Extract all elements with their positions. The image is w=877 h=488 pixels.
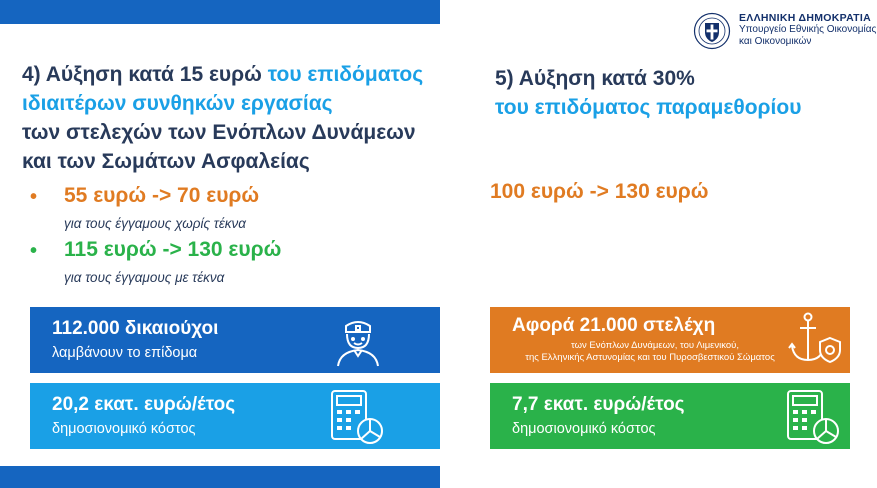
left-heading [22,60,423,176]
cost-left-subtitle: δημοσιονομικό κόστος [52,421,196,437]
right-heading-line2: του επιδόματος παραμεθορίου [495,96,802,119]
border-allowance-value: 100 ευρώ -> 130 ευρώ [490,180,709,203]
beneficiaries-subtitle: λαμβάνουν το επίδομα [52,345,198,361]
left-heading-highlight1: του επιδόματος [267,63,424,86]
bottom-accent-bar [0,466,440,488]
bullet-value-2: 115 ευρώ -> 130 ευρώ [64,238,282,261]
left-heading-line3: των στελεχών των Ενόπλων Δυνάμεων [22,121,416,144]
beneficiaries-box [30,307,440,373]
logo-ministry-line2: και Οικονομικών [739,36,812,47]
bullet-note-2: για τους έγγαμους με τέκνα [64,270,225,285]
left-heading-prefix: 4) Αύξηση κατά 15 ευρώ [22,63,268,86]
cost-right-subtitle: δημοσιονομικό κόστος [512,421,656,437]
bullet-value-1: 55 ευρώ -> 70 ευρώ [64,184,260,207]
police-officer-icon [330,312,386,368]
personnel-sub1: των Ενόπλων Δυνάμεων, του Λιμενικού, [570,340,740,351]
cost-right-title: 7,7 εκατ. ευρώ/έτος [512,394,685,415]
logo-ministry-line1: Υπουργείο Εθνικής Οικονομίας [739,24,877,35]
personnel-title: Αφορά 21.000 στελέχη [512,315,716,336]
cost-left-title: 20,2 εκατ. ευρώ/έτος [52,394,236,415]
left-heading-highlight2: ιδιαιτέρων συνθηκών εργασίας [22,92,333,115]
anchor-shield-icon [786,310,848,370]
bullet-note-1: για τους έγγαμους χωρίς τέκνα [64,216,246,231]
cost-box-right [490,383,850,449]
personnel-sub2: της Ελληνικής Αστυνομίας και του Πυροσβεστικού Σώματος [525,352,775,363]
personnel-box [490,307,850,373]
top-accent-bar [0,0,440,24]
right-heading [495,64,801,122]
greek-coat-of-arms-icon [693,12,731,50]
government-logo [693,12,876,50]
bullet-marker-2: • [30,240,38,262]
right-heading-line1: 5) Αύξηση κατά 30% [495,67,695,90]
left-heading-line4: και των Σωμάτων Ασφαλείας [22,150,310,173]
cost-box-left [30,383,440,449]
logo-title: ΕΛΛΗΝΙΚΗ ΔΗΜΟΚΡΑΤΙΑ [739,12,871,24]
bullet-marker-1: • [30,186,38,208]
calculator-pie-icon [782,387,842,447]
beneficiaries-title: 112.000 δικαιούχοι [52,318,219,339]
calculator-pie-icon [326,387,386,447]
